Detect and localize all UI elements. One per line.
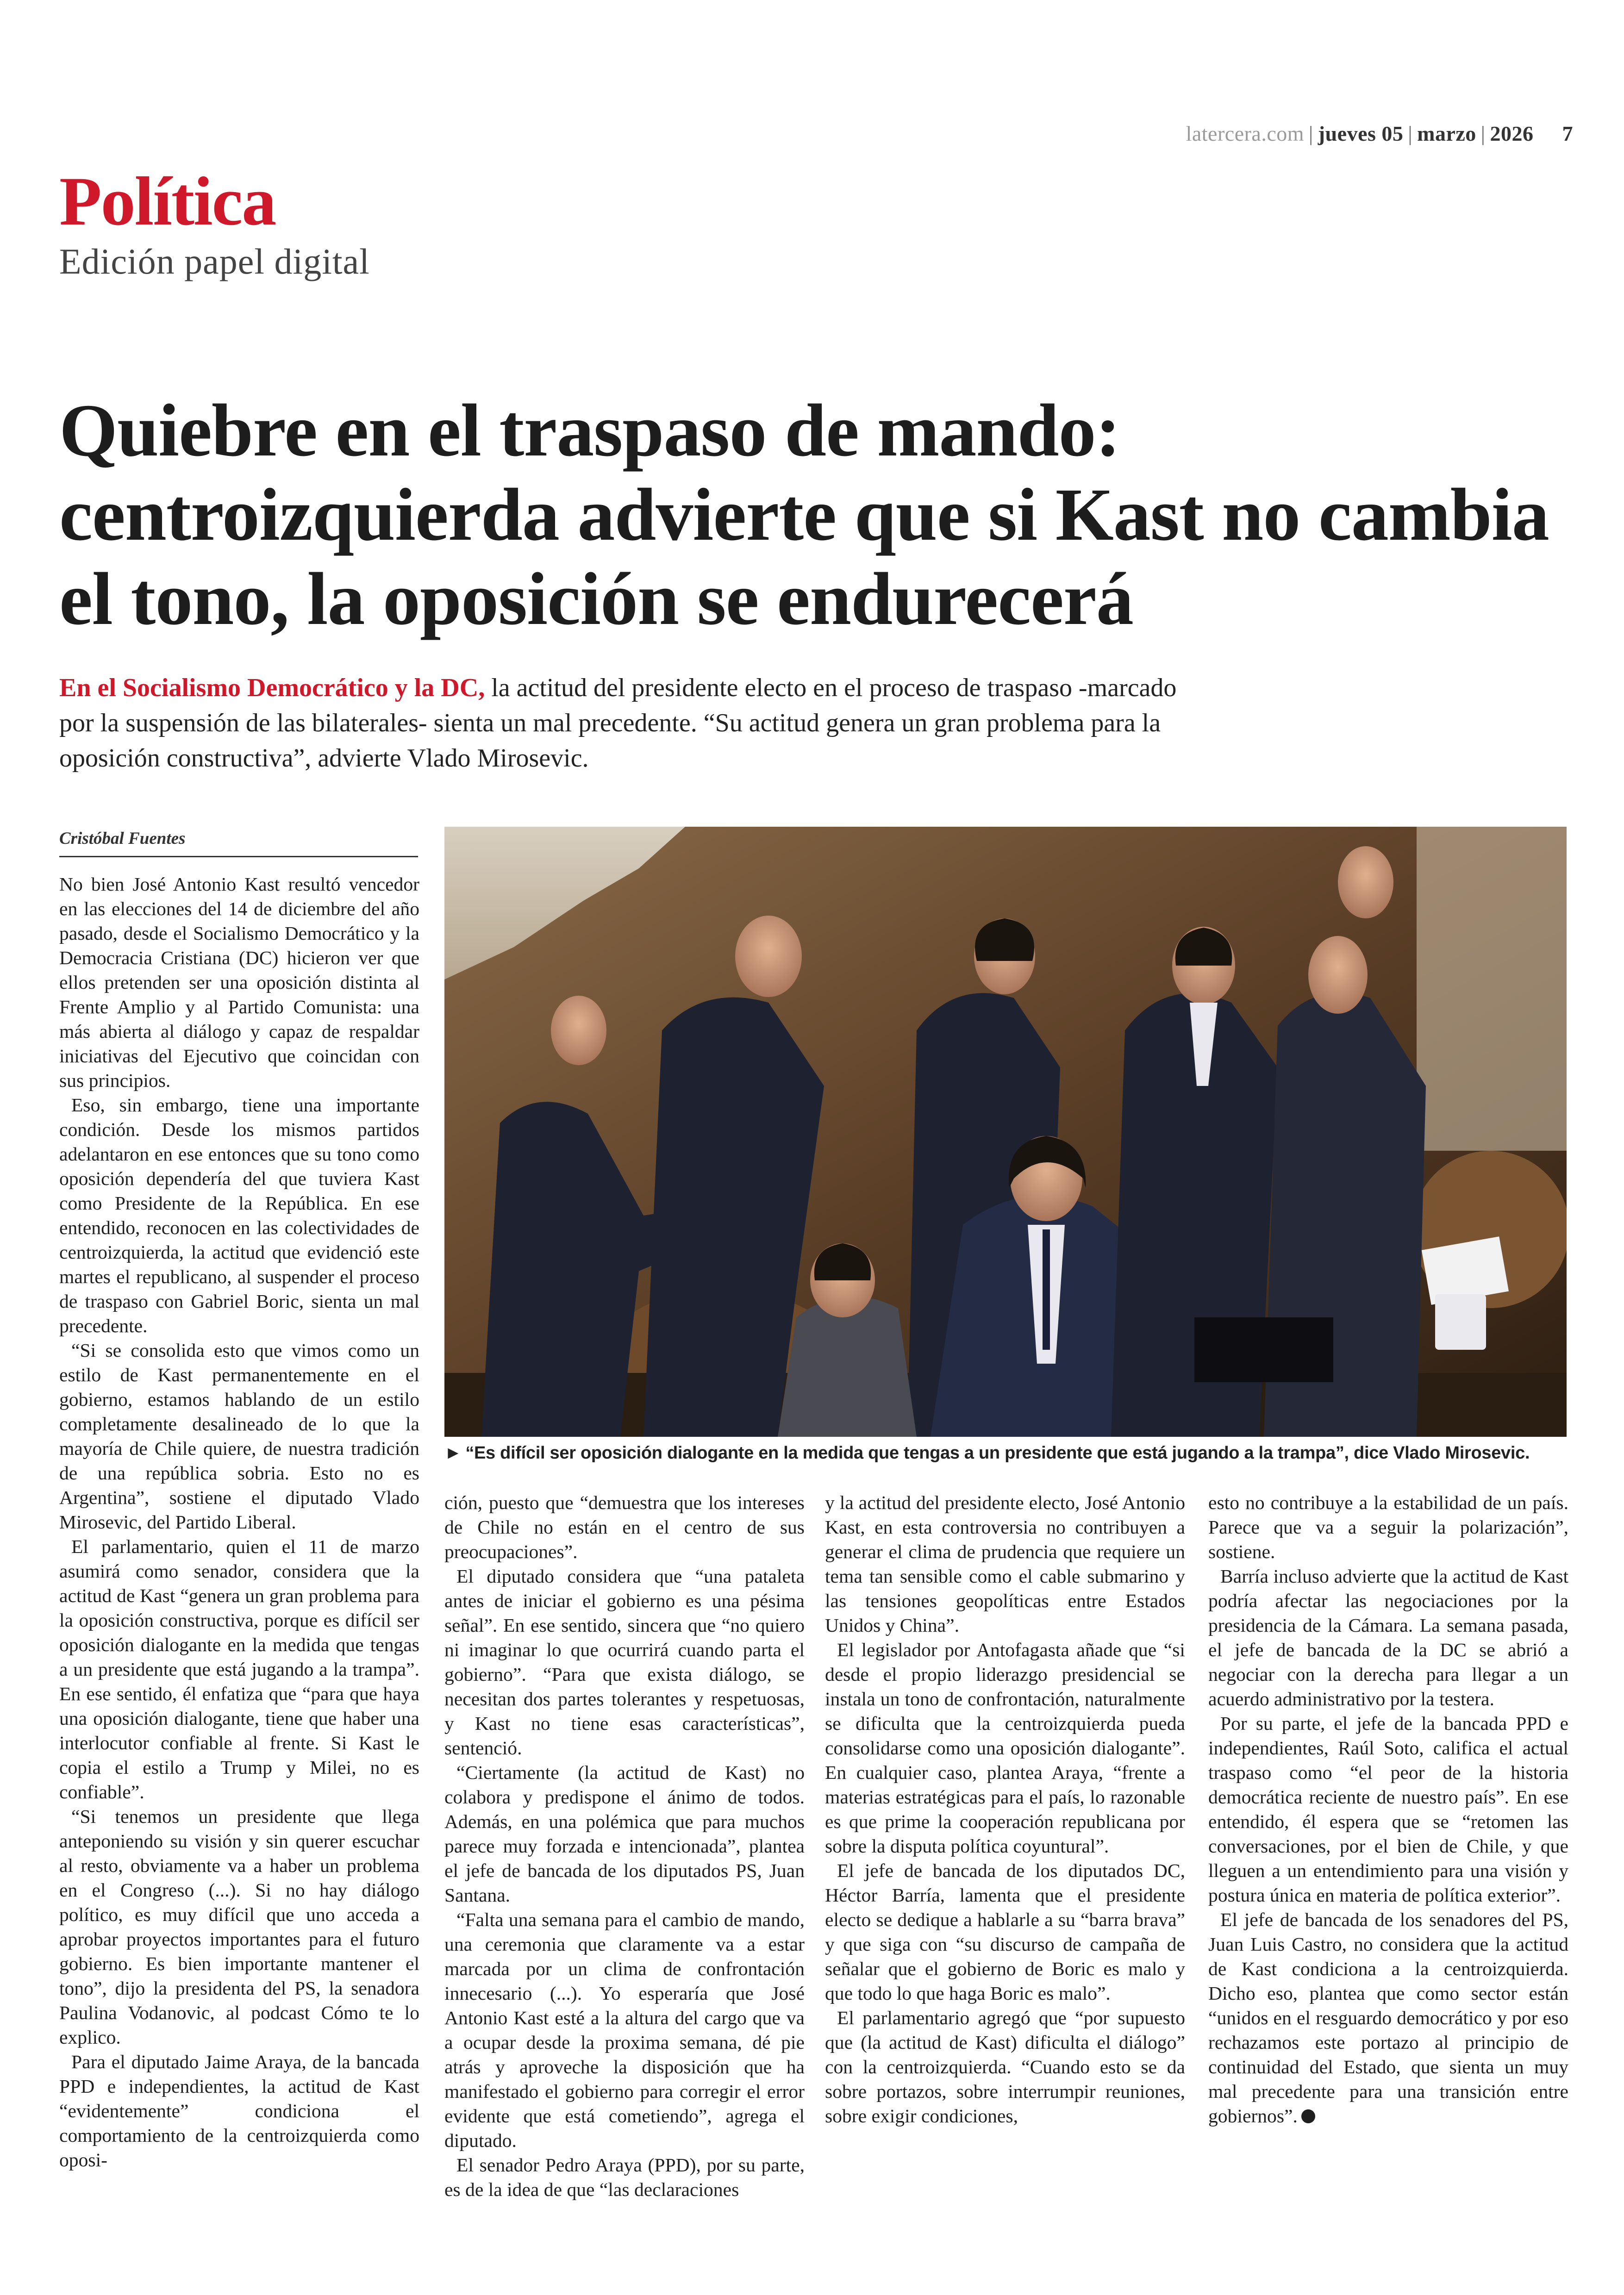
paragraph: “Si tenemos un presidente que llega anteponiendo su visión y sin querer escuchar al resto, obviamente va a haber un problema en el Congreso (...). Si no hay diálogo político, es muy difícil que uno acceda a aprobar proyectos importantes para el futuro gobierno. Es bien importante mantener el tono”, dijo la presidenta del PS, la senadora Paulina Vodanovic, al podcast Cómo te lo explico. (59, 1806, 419, 2048)
deck (59, 670, 1217, 776)
article-column-4 (1208, 1491, 1568, 2128)
issue-day: jueves 05 (1318, 122, 1404, 145)
issue-year: 2026 (1490, 122, 1534, 145)
edition-label: Edición papel digital (59, 241, 370, 281)
paragraph: Barría incluso advierte que la actitud de Kast podría afectar las negociaciones por la presidencia de la Cámara. La semana pasada, el jefe de bancada de la DC se abrió a negociar con la derecha para llegar a un acuerdo administrativo por la testera. (1208, 1565, 1568, 1709)
issue-info: latercera.com | jueves 05 | marzo | 2026 7 (1186, 122, 1573, 145)
paragraph: Por su parte, el jefe de la bancada PPD e independientes, Raúl Soto, califica el actual traspaso como “el peor de la historia democrática reciente de nuestro país”. En ese entendido, él espera que se “retomen las conversaciones, por el bien de Chile, y que lleguen a un entendimiento para una visión y postura única en materia de política exterior”. (1208, 1713, 1568, 1906)
paragraph: “Ciertamente (la actitud de Kast) no colabora y predispone el ánimo de todos. Además, en una polémica que para muchos parece muy forzada e intencionada”, plantea el jefe de bancada de los diputados PS, Juan Santana. (444, 1762, 805, 1906)
paragraph: El legislador por Antofagasta añade que “si desde el propio liderazgo presidencial se instala un tono de confrontación, naturalmente se dificulta que la centroizquierda pueda consolidarse como una oposición dialogante”. En cualquier caso, plantea Araya, “frente a materias estratégicas para el país, lo razonable es que prime la cooperación republicana por sobre la disputa política coyuntural”. (825, 1639, 1185, 1857)
photo-caption (444, 1443, 1569, 1463)
paragraph: El parlamentario agregó que “por supuesto que (la actitud de Kast) dificulta el diálogo” con la centroizquierda. “Cuando esto se da sobre portazos, sobre interrumpir reuniones, sobre exigir condiciones, (825, 2007, 1185, 2127)
caption-text: “Es difícil ser oposición dialogante en la medida que tengas a un presidente que está jugando a la trampa”, dice Vlado Mirosevic. (465, 1443, 1530, 1463)
paragraph: “Si se consolida esto que vimos como un estilo de Kast permanentemente en el gobierno, estamos hablando de un estilo completamente desalineado de lo que la mayoría de Chile quiere, de nuestra tradición de una república sobria. Esto no es Argentina”, sostiene el diputado Vlado Mirosevic, del Partido Liberal. (59, 1340, 419, 1533)
deck-text: la actitud del presidente electo en el proceso de traspaso -marcado por la suspensión de las bilaterales- sienta un mal precedente. “Su actitud genera un gran problema para la oposición constructiva”, advierte Vlado Mirosevic. (59, 674, 1177, 773)
paragraph: ción, puesto que “demuestra que los intereses de Chile no están en el centro de sus preocupaciones”. (444, 1492, 805, 1562)
paragraph: y la actitud del presidente electo, José Antonio Kast, en esta controversia no contribuyen a generar el clima de prudencia que requiere un tema tan sensible como el cable submarino y las tensiones geopolíticas entre Estados Unidos y China”. (825, 1492, 1185, 1636)
paragraph: “Falta una semana para el cambio de mando, una ceremonia que claramente va a estar marcada por un clima de confrontación innecesario (...). Yo esperaría que José Antonio Kast esté a la altura del cargo que va a ocupar desde la proxima semana, dé pie atrás y aproveche la disposición que ha manifestado el gobierno para corregir el error evidente que está cometiendo”, agrega el diputado. (444, 1909, 805, 2151)
article-column-1 (59, 872, 419, 2172)
paragraph: Para el diputado Jaime Araya, de la bancada PPD e independientes, la actitud de Kast “evidentemente” condiciona el comportamiento de la centroizquierda como oposi- (59, 2051, 419, 2170)
caption-arrow-icon: ► (444, 1443, 462, 1463)
page-number: 7 (1562, 122, 1573, 145)
byline: Cristóbal Fuentes (59, 829, 418, 857)
paragraph: El senador Pedro Araya (PPD), por su parte, es de la idea de que “las declaraciones (444, 2154, 805, 2200)
paragraph: Eso, sin embargo, tiene una importante condición. Desde los mismos partidos adelantaron en ese entonces que su tono como oposición dependería del que tuviera Kast como Presidente de la República. En ese entendido, reconocen en las colectividades de centroizquierda, la actitud que evidenció este martes el republicano, al suspender el proceso de traspaso con Gabriel Boric, sienta un mal precedente. (59, 1094, 419, 1336)
paragraph: El diputado considera que “una pataleta antes de iniciar el gobierno es una pésima señal”. En ese sentido, sincera que “no quiero ni imaginar lo que ocurrirá cuando parta el gobierno”. “Para que exista diálogo, se necesitan dos partes tolerantes y respetuosas, y Kast no tiene esas características”, sentenció. (444, 1565, 805, 1759)
closing-text: El jefe de bancada de los senadores del PS, Juan Luis Castro, no considera que la actitud de Kast condiciona a la centroizquierda. Dicho eso, plantea que como sector están “unidos en el resguardo democrático y por eso rechazamos este portazo al principio de continuidad del Estado, que sienta un muy mal precedente para una transición entre gobiernos”. (1208, 1909, 1568, 2127)
paragraph: No bien José Antonio Kast resultó vencedor en las elecciones del 14 de diciembre del año pasado, desde el Socialismo Democrático y la Democracia Cristiana (DC) hicieron ver que ellos pretenden ser una oposición distinta al Frente Amplio y al Partido Comunista: una más abierta al diálogo y capaz de respaldar iniciativas del Ejecutivo que coincidan con sus principios. (59, 873, 419, 1091)
headline: Quiebre en el traspaso de mando: centroizquierda advierte que si Kast no cambia el tono, la oposición se endurecerá (59, 389, 1549, 641)
article-photo (444, 827, 1567, 1437)
end-of-article-icon (1301, 2109, 1315, 2123)
paragraph: El parlamentario, quien el 11 de marzo asumirá como senador, considera que la actitud de Kast “genera un gran problema para la oposición constructiva, porque es difícil ser oposición dialogante en la medida que tengas a un presidente que está jugando a la trampa”. En ese sentido, él enfatiza que “para que haya una oposición dialogante, tiene que haber una interlocutor confiable al frente. Si Kast le copia el estilo a Trump y Milei, no es confiable”. (59, 1536, 419, 1802)
article-column-3 (825, 1491, 1185, 2128)
paragraph: esto no contribuye a la estabilidad de un país. Parece que va a seguir la polarización”, sostiene. (1208, 1492, 1568, 1562)
site-name[interactable]: latercera.com (1186, 122, 1305, 145)
photo-illustration (444, 827, 1567, 1437)
issue-month: marzo (1417, 122, 1476, 145)
deck-lead: En el Socialismo Democrático y la DC, (59, 674, 485, 702)
section-title: Política (59, 163, 276, 240)
paragraph (1208, 1908, 1568, 2128)
paragraph: El jefe de bancada de los diputados DC, Héctor Barría, lamenta que el presidente electo se dedique a hablarle a su “barra brava” y que siga con “su discurso de campaña de señalar que el gobierno de Boric es malo y que todo lo que haga Boric es malo”. (825, 1860, 1185, 2004)
article-column-2 (444, 1491, 805, 2202)
